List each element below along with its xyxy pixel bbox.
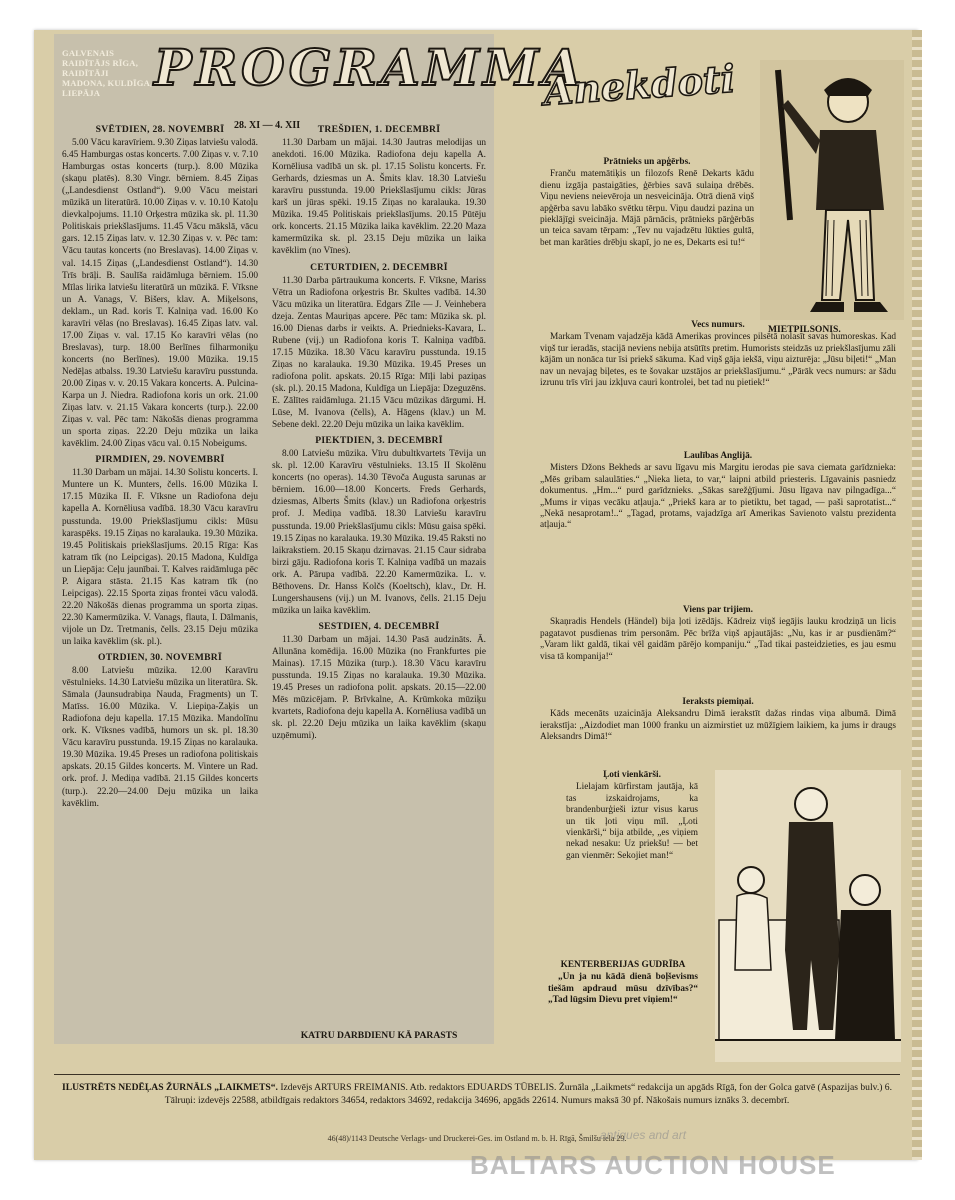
anecdote-heading: Vecs numurs.	[691, 320, 745, 330]
day-heading: OTRDIEN, 30. NOVEMBRĪ	[97, 652, 223, 664]
day-schedule: 11.30 Darbam un mājai. 14.30 Pasā audzināts. Ā. Allunāna komēdija. 16.00 Mūzika (no Frankfurtes pie Mainas). 17.15 Mūzika (turp.). 18.30 Vācu karavīru pusstunda. 19.15 Ziņas no karalauka. 19.30 Mūzika. 19.45 Preses un radiofona polit. apskats. 20.15—22.00 Mēs mūzicējam. P. Brīvkalne, A. Krūmkoka mūziķu kvartets, Radiofona deju kapella A. Kornēliusa vadībā un sk. pl. 22.20 Deju mūzika un laika kavēklim (skaņu uzņēmumi).	[272, 634, 486, 742]
printer-line: 46(48)/1143 Deutsche Verlags- und Druckerei-Ges. im Ostland m. b. H. Rīgā, Šmilšu iela 29.	[327, 1134, 627, 1143]
anecdote-heading: KENTERBERIJAS GUDRĪBA	[560, 960, 686, 970]
day-schedule: 8.00 Latviešu mūzika. Vīru dubultkvartets Tēvija un sk. pl. 12.00 Karavīru vēstulnieks. 13.15 II Skolēnu koncerts (no operas). 14.30 Tēvoča Augusta sarunas ar bērniem. 16.00—18.00 Koncerts. Freds Gerhards, dziesmas, Alberts Šmits (klav.) un Radiofona orķestris prof. J. Mediņa vadībā. 18.30 Latviešu karavīru pusstunda. 19.00 Priekšlasījumu cikls: Mūsu gaisa spēki. 19.15 Ziņas no karalauka. 19.30 Mūzika. 19.45 Raksti no laikrakstiem. 20.15 Skaņu dzirnavas. 21.15 Caur sidraba birzi gāju. Radiofona koris T. Kalniņa vadībā un mazais ork. A. Pārupa vadībā. 22.20 Kamermūzika. L. v. Bēthovens. Dr. Hanss Kolčs (Koeltsch), klav., Dr. H. Lungershausens (vij.) un M. Ivanovs, čells. 21.15 Deju mūzika un laika kavēklim.	[272, 449, 486, 616]
anecdote	[548, 960, 698, 1007]
anecdote-heading: Ļoti vienkārši.	[603, 770, 661, 780]
program-column-2	[272, 124, 486, 746]
auction-watermark: BALTARS AUCTION HOUSE	[470, 1150, 836, 1180]
day-schedule: 8.00 Latviešu mūzika. 12.00 Karavīru vēstulnieks. 14.30 Latviešu mūzika un literatūra. Sk. Sāmala (Jaunsudrabiņa Nauda, Fragments) un T. Matīss. 16.00 Mūzika. V. Liepiņa-Zaķis un Radiofona deju kapella. 17.15 Mūzika. Mandolīnu ork. K. Vīksnes vadībā, humors un sk. pl. 18.30 Vācu karavīru pusstunda. 19.15 Ziņas no karalauka. 19.30 Mūzika. 19.45 Preses un radiofona politiskais apskats. 20.15 Gildes koncerts. M. Vintere un Rad. ork. prof. J. Mediņa vadībā. 21.15 Gildes koncerts (turp.). 22.20—24.00 Deju mūzika un laika kavēklim.	[62, 666, 258, 809]
program-title: PROGRAMMA	[154, 38, 586, 97]
anecdote-text: Franču matemātiķis un filozofs Renē Dekarts kādu dienu izgāja pastaigāties, ģērbies savā sulaiņa drēbēs. Viņu neviens neievēroja un nesveicināja. Otrā dienā viņš apģērba savu labāko svētku tērpu. Viņu daudzi pazina un pieklājīgi sveicināja. Mājā pārnācis, prātnieks pārģērbās un teica savam tērpam: „Tev nu vajadzētu lūkties gultā, bet man karāties drēbju skapī, jo ne es, Dekarts esi tu!“	[540, 169, 754, 248]
program-column-1	[62, 124, 258, 814]
day-heading: PIEKTDIEN, 3. DECEMBRĪ	[315, 435, 443, 447]
day-heading: TREŠDIEN, 1. DECEMBRĪ	[317, 124, 441, 135]
imprint-rule	[54, 1074, 900, 1075]
anecdote-heading: Laulības Anglijā.	[683, 451, 753, 461]
imprint	[54, 1082, 900, 1107]
day-heading: SESTDIEN, 4. DECEMBRĪ	[318, 620, 440, 632]
anecdote-heading: Ieraksts piemiņai.	[682, 697, 754, 707]
day-schedule: 11.30 Darbam un mājai. 14.30 Jautras melodijas un anekdoti. 16.00 Mūzika. Radiofona deju kapella A. Kornēliusa vadībā un sk. pl. 17.15 Solistu koncerts. Fr. Gerhards, dziesmas un A. Šmits klav. 18.30 Latviešu karavīru pusstunda. 19.00 Priekšlasījumu cikls: Jūras karš un jūras spēki. 19.15 Ziņas no karalauka. 19.30 Mūzika. 19.45 Politiskais priekšlasījums. 20.15 Pūtēju ork. koncerts. 21.15 Mūzika laika kavēklim. 22.20 Maza kamermūzika sk. pl. 23.15 Deju mūzika un laika kavēklim (no Vīnes).	[272, 138, 486, 257]
anecdote	[540, 451, 896, 532]
anecdote-heading: Viens par trijiem.	[683, 605, 753, 615]
day-schedule: 11.30 Darba pārtraukuma koncerts. F. Vīksne, Mariss Vētra un Radiofona orķestris Br. Skultes vadībā. 14.30 Vācu mūzika un literatūra. Edgars Zīle — J. Veinhebera dzeja. Zentas Mauriņas apcere. Pēc tam: Mūzika sk. pl. 16.00 Dienas darbs ir veikts. A. Priednieks-Kavara, L. Rubene (vij.) un Radiofona koris T. Kalniņa vadībā. 17.15 Mūzika. 18.30 Vācu karavīru pusstunda. 19.15 Ziņas no karalauka. 19.30 Mūzika. 19.45 Preses un radiofona polit. apskats. 20.15 Rīga: Mīļi labi paziņas (sk. pl.). 20.15 Madona, Kuldīga un Liepāja: Dzeguzēns. E. Zālītes raidāmluga. 21.15 Vācu mūzikas dārgumi. H. Lūse, M. Ivanova (čells), A. Hāgens (klav.) un M. Sebene dekl. 22.20 Deju mūzika un laika kavēklim.	[272, 275, 486, 431]
day-schedule: 11.30 Darbam un mājai. 14.30 Solistu koncerts. I. Muntere un K. Munters, čells. 16.00 Mūzika I. 17.15 Mūzika II. F. Vīksne un Radiofona deju kapella A. Kornēliusa vadībā. 18.30 Vācu karavīru pusstunda. 19.00 Priekšlasījumu cikls: Mūsu karaspēks. 19.15 Ziņas no karalauka. 19.30 Mūzika. 19.45 Politiskais priekšlasījums. 20.15 Rīga: Kas katram tīk (no Leipcigas). 20.15 Madona, Kuldīga un Liepāja: Ceļu jaunībai. T. Kalves raidāmluga pēc P. Aigara stāsta. 21.15 Kas katram tīk (no Leipcigas). 22.15 Sporta ziņas frontei vācu valodā. 22.20 Nākošās dienas programma un sporta ziņas. 22.30 Kamermūzika. V. Vanags, flauta, I. Dālmanis, vijole un Dz. Tretmanis, čells. 23.15 Deju mūzika un laika kavēklim (sk. pl.).	[62, 468, 258, 647]
program-dates: 28. XI — 4. XII	[234, 120, 301, 131]
program-footer: KATRU DARBDIENU KĀ PARASTS	[300, 1030, 458, 1041]
anecdote-text: Markam Tvenam vajadzēja kādā Amerikas provinces pilsētā nolasīt savas humoreskas. Kad viņš tur ieradās, stacijā neviens nebija atsūtīts pretim. Humorists steidzās uz priekšlasījumu zāli kājām un nonāca tur īsi priekš sākuma. Kad viņš gāja iekšā, viņu aizturēja: „Jūsu biļeti!“ „Man nav un nevajag biļetes, es te šovakar uzstājos ar priekšlasījumu.“ „Pārāk vecs numurs: ar šādu izrunu trīs vīri jau izkļuva cauri kontrolei, bet tad nu pietiek!“	[540, 332, 896, 389]
day-heading: PIRMDIEN, 29. NOVEMBRĪ	[95, 454, 225, 466]
clergy-cartoon-illustration	[715, 770, 901, 1062]
anecdote-text: Lielajam kūrfirstam jautāja, kā tas izskaidrojams, ka brandenburģieši iztur visus karus un tik ļoti viņu mīl. „Ļoti vienkārši,“ bija atbilde, „es viņiem nekad nesaku: Uz priekšu! — bet gan vienmēr: Sekojiet man!“	[566, 782, 698, 861]
figure-caption: MIETPILSONIS.	[768, 324, 841, 335]
anecdote	[566, 770, 698, 862]
mietpilsonis-illustration	[760, 60, 904, 320]
imprint-text: Izdevējs ARTURS FREIMANIS. Atb. redaktors EDUARDS TŪBELIS. Žurnāla „Laikmets“ redakcija un apgāds Rīgā, fon der Golca gatvē (Aspazijas bulv.) 6. Tālruņi: izdevējs 22588, atbildīgais redaktors 34654, redaktors 34692, redakcija 34696, apgāds 22614. Numurs maksā 30 pf. Nākošais numurs iznāks 3. decembrī.	[164, 1082, 893, 1106]
anecdote-text: Kāds mecenāts uzaicināja Aleksandru Dimā ierakstīt dažas rindas viņa albumā. Dimā ierakstīja: „Aizdodiet man 1000 franku un aizmirstiet uz mūžīgiem laikiem, ka jums ir draugs Aleksandrs Dimā!“	[540, 709, 896, 743]
watermark-subtitle: antiques and art	[600, 1128, 687, 1142]
anecdote	[540, 157, 754, 249]
anecdote	[540, 320, 896, 389]
anecdote-text: Misters Džons Bekheds ar savu līgavu mis Margitu ierodas pie sava ciemata garīdznieka: „Mēs gribam salaulāties.“ „Nieka lieta, to var,“ laipni atbild priesteris. Līgavainis pasniedz dokumentus. „Hm...“ purd garīdznieks. „Sākas sarežģījumi. Jūsu līgava nav pilngadīga...“ „Mums ir viņas vecāku atļauja.“ „Priekš kara ar to pietiktu, bet tagad, — paši saprotatist...“ „Nekā nesaprotam!..“ „Tagad, protams, vajadzīga arī Amerikas Savienoto valstu prezidenta atļauja.“	[540, 463, 896, 531]
torn-edge	[912, 30, 922, 1160]
station-list: GALVENAIS RAIDĪTĀJS RĪGA, RAIDĪTĀJI MADONA, KULDĪGA, LIEPĀJA	[62, 48, 153, 98]
anecdote	[540, 605, 896, 663]
day-heading: CETURTDIEN, 2. DECEMBRĪ	[310, 261, 448, 273]
anekdoti-title: Anekdoti	[542, 55, 737, 114]
day-heading: SVĒTDIEN, 28. NOVEMBRĪ	[95, 124, 225, 135]
anecdote-heading: Prātnieks un apģērbs.	[603, 157, 691, 167]
anecdote-text: „Un ja nu kādā dienā boļševisms tiešām apdraud mūsu dzīvības?“ „Tad lūgsim Dievu pret viņiem!“	[548, 972, 698, 1006]
day-schedule: 5.00 Vācu karavīriem. 9.30 Ziņas latviešu valodā. 6.45 Hamburgas ostas koncerts. 7.00 Ziņas v. v. 7.10 Hamburgas ostas koncerts (turp.). 8.00 Mūzika (skaņu platēs). 8.30 Vingr. bērniem. 8.45 Ziņas („Landesdienst Ostland“). 9.00 Vācu meistari mūzikā un literatūrā. 10.00 Ziņas v. v. 10.10 Katoļu dievkalpojums. 11.10 Orķestra mūzika sk. pl. 11.30 Politiskais priekšlasījums. 11.45 Vācu mākslā, vācu gars. 12.15 Ziņas latv. v. 12.30 Ziņas v. v. Pēc tam: Vācu tautas koncerts (no Breslavas). 14.00 Ziņas v. val. 14.15 Ziņas („Landesdienst Ostland“). 14.30 Trīs brāļi. B. Saulīša raidāmluga bērniem. 15.00 Mīlas lirika latviešu literatūrā un mūzikā. F. Vīksne un A. Vanags, V. Bišers, klav. A. Miķelsons, deklam., un Rad. koris T. Kalniņa vad. 16.00 Ko karavīri vēlas (no Breslavas). 16.45 Ziņas latv. val. 17.00 Ziņas v. val. 17.15 Ko karavīri vēlas (no Breslavas), turp. 18.00 Berlīnes filharmoniķu koncerts (no Berlīnes). 19.00 Mūzika. 19.15 Nedēļas atbalss. 19.30 Latviešu karavīru pusstunda. 20.00 Ziņas v. v. 20.15 Vakara koncerts. A. Pulcina-Karpa un J. Niedra. Radiofona koris un ork. 21.00 Ziņas latv. v. 21.15 Vakara koncerts (turp.). 22.00 Ziņas v. val. Pēc tam: Nākošās dienas programma un sporta ziņas. 22.20 Deju mūzika un laika kavēklim. 24.00 Ziņas vācu val. 0.15 Nobeigums.	[62, 138, 258, 450]
imprint-magazine-name: ILUSTRĒTS NEDĒĻAS ŽURNĀLS „LAIKMETS“.	[61, 1082, 278, 1093]
anecdote-text: Skaņradis Hendels (Händel) bija ļoti izēdājs. Kādreiz viņš iegājis lauku krodziņā un licis pagatavot pusdienas trim personām. Pēc brīža viņš apjautājās: „Nu, kas ir ar pusdienām?“ „Varam likt galdā, tikai vēl gaidām pārējo kompaniju.“ „Tad tikai pasteidzieties, es jau esmu visa tā kompanija!“	[540, 617, 896, 662]
anecdote	[540, 697, 896, 744]
